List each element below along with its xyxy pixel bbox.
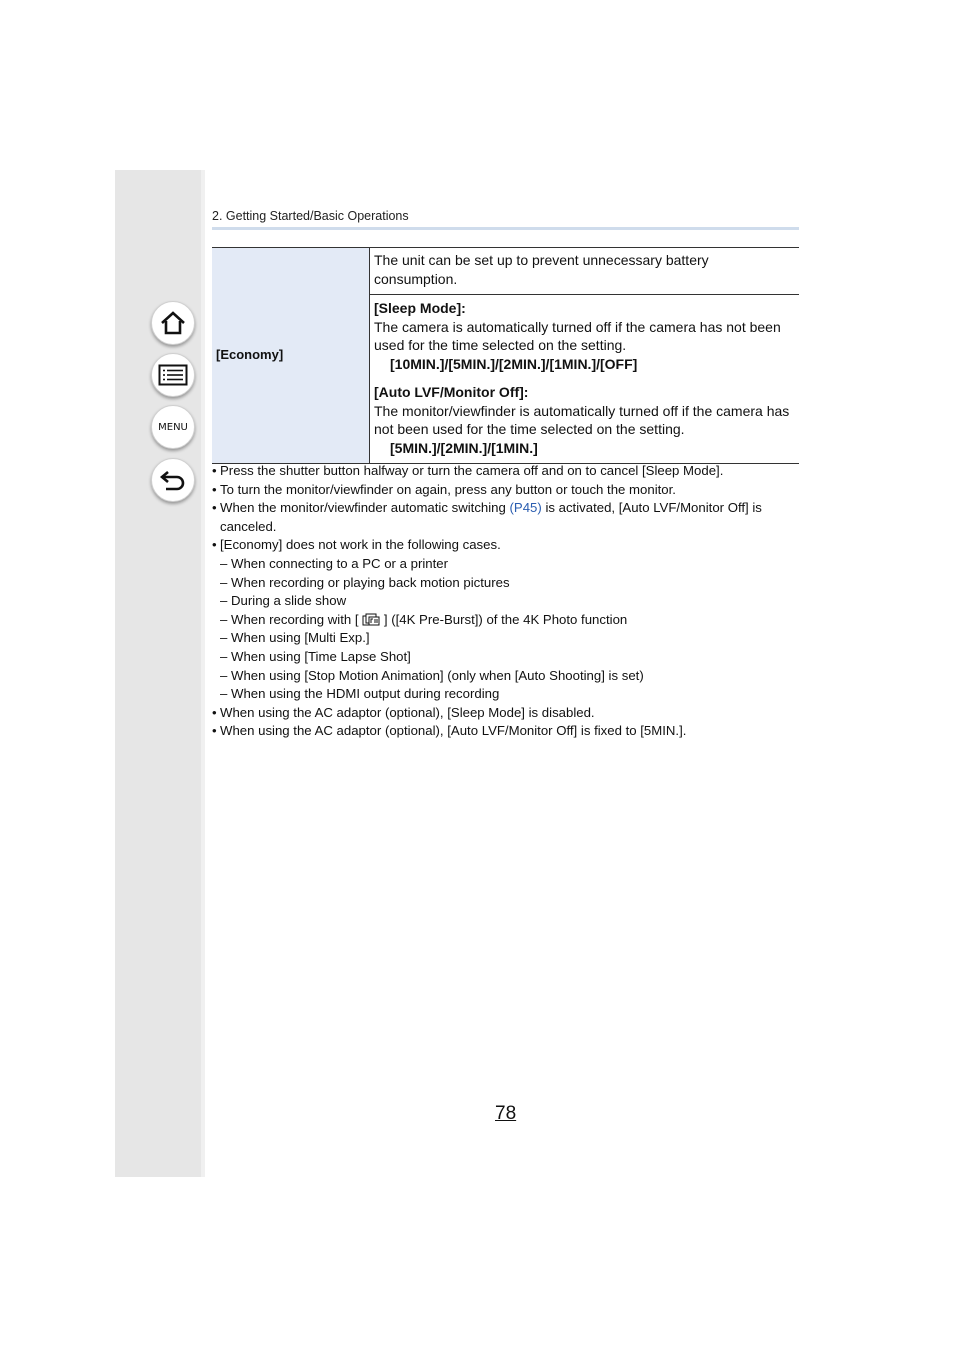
- page-link-p45[interactable]: (P45): [509, 500, 542, 516]
- case-item: – When using the HDMI output during recording: [220, 686, 500, 702]
- auto-lvf-options: [5MIN.]/[2MIN.]/[1MIN.]: [390, 439, 538, 456]
- sleep-mode-title: [Sleep Mode]:: [374, 300, 466, 316]
- back-arrow-icon: [159, 468, 187, 492]
- case-item: – When recording with [ ] ([4K Pre-Burst]) of the 4K Photo function: [220, 611, 628, 627]
- back-button[interactable]: [151, 458, 195, 502]
- case-item: – When recording or playing back motion pictures: [220, 574, 510, 590]
- case-item: – When using [Multi Exp.]: [220, 630, 370, 646]
- sidebar-divider: [201, 170, 205, 1177]
- case-item: – When connecting to a PC or a printer: [220, 555, 448, 571]
- sleep-mode-description: The camera is automatically turned off if the camera has not been used for the time selected on the setting.: [374, 318, 781, 353]
- sleep-mode-options: [10MIN.]/[5MIN.]/[2MIN.]/[1MIN.]/[OFF]: [390, 355, 638, 372]
- economy-settings-table: [212, 247, 799, 464]
- case-item: – When using [Stop Motion Animation] (only when [Auto Shooting] is set): [220, 667, 644, 683]
- note-item: • To turn the monitor/viewfinder on again, press any button or touch the monitor.: [212, 481, 676, 497]
- case-item: – When using [Time Lapse Shot]: [220, 648, 411, 664]
- note-item: • When using the AC adaptor (optional), [Auto LVF/Monitor Off] is fixed to [5MIN.].: [212, 723, 687, 739]
- setting-details: [370, 295, 800, 464]
- menu-button[interactable]: [151, 405, 195, 449]
- note-item: • When using the AC adaptor (optional), [Sleep Mode] is disabled.: [212, 704, 595, 720]
- breadcrumb: 2. Getting Started/Basic Operations: [212, 209, 409, 223]
- note-item: • Press the shutter button halfway or turn the camera off and on to cancel [Sleep Mode].: [212, 463, 724, 478]
- home-button[interactable]: [151, 301, 195, 345]
- home-icon: [159, 310, 187, 336]
- auto-lvf-title: [Auto LVF/Monitor Off]:: [374, 384, 529, 400]
- setting-intro: The unit can be set up to prevent unnecessary battery consumption.: [370, 248, 800, 295]
- table-of-contents-button[interactable]: [151, 353, 195, 397]
- menu-label: MENU: [158, 421, 188, 433]
- page-number: 78: [495, 1103, 517, 1124]
- table-of-contents-icon: [158, 364, 188, 386]
- notes-list: [212, 462, 802, 741]
- case-item: – During a slide show: [220, 593, 347, 609]
- setting-label: [Economy]: [212, 248, 370, 464]
- auto-lvf-description: The monitor/viewfinder is automatically turned off if the camera has not been used for the time selected on the setting.: [374, 402, 790, 437]
- header-rule: [212, 227, 799, 230]
- note-item: • [Economy] does not work in the following cases.: [212, 537, 501, 553]
- 4k-pre-burst-icon: [362, 613, 380, 626]
- note-item: • When the monitor/viewfinder automatic switching (P45) is activated, [Auto LVF/Monitor Off] is canceled.: [212, 500, 762, 534]
